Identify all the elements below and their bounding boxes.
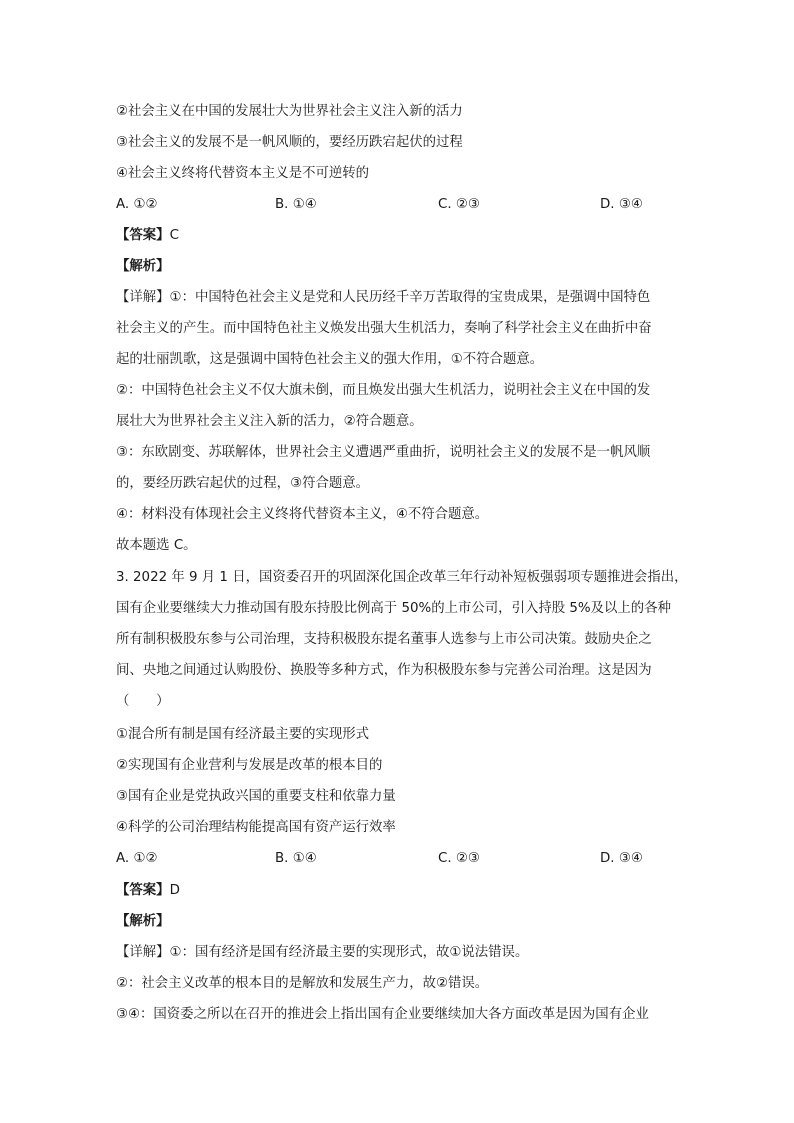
answer-line	[116, 227, 179, 245]
detail-line: ③④：国资委之所以在召开的推进会上指出国有企业要继续加大各方面改革是因为国有企业	[116, 1007, 649, 1022]
detail-line: 展壮大为世界社会主义注入新的活力，②符合题意。	[116, 414, 423, 429]
statement-4: ④科学的公司治理结构能提高国有资产运行效率	[116, 820, 396, 835]
analysis-tag: 【解析】	[116, 259, 170, 274]
option-c: C. ②③	[438, 851, 480, 866]
option-b: B. ①④	[275, 197, 317, 212]
answer-tag: 【答案】	[116, 883, 170, 898]
detail-line: ④：材料没有体现社会主义终将代替资本主义，④不符合题意。	[116, 507, 489, 522]
option-b: B. ①④	[275, 851, 317, 866]
detail-line: 【详解】①：国有经济是国有经济最主要的实现形式，故①说法错误。	[116, 945, 529, 960]
analysis-tag: 【解析】	[116, 914, 170, 929]
question-stem-line: 所有制积极股东参与公司治理，支持积极股东提名董事人选参与上市公司决策。鼓励央企之	[116, 632, 652, 647]
statement-1: ①混合所有制是国有经济最主要的实现形式	[116, 727, 370, 742]
conclusion-line: 故本题选 C。	[116, 538, 197, 553]
question-blank: （ ）	[116, 694, 170, 709]
detail-line: ②：社会主义改革的根本目的是解放和发展生产力，故②错误。	[116, 976, 489, 991]
statement-4: ④社会主义终将代替资本主义是不可逆转的	[116, 166, 370, 181]
question-stem-line: 间、央地之间通过认购股份、换股等多种方式，作为积极股东参与完善公司治理。这是因为	[116, 663, 652, 678]
option-d: D. ③④	[600, 851, 643, 866]
detail-line: ③：东欧剧变、苏联解体，世界社会主义遭遇严重曲折，说明社会主义的发展不是一帆风顺	[116, 445, 651, 460]
statement-2: ②实现国有企业营利与发展是改革的根本目的	[116, 758, 383, 773]
statement-2: ②社会主义在中国的发展壮大为世界社会主义注入新的活力	[116, 104, 463, 119]
option-a: A. ①②	[116, 197, 158, 212]
answer-line	[116, 882, 180, 900]
detail-line: 【详解】①：中国特色社会主义是党和人民历经千辛万苦取得的宝贵成果，是强调中国特色	[116, 290, 651, 305]
option-c: C. ②③	[438, 197, 480, 212]
answer-value: D	[169, 883, 180, 898]
question-stem-line: 国有企业要继续大力推动国有股东持股比例高于 50%的上市公司，引入持股 5%及以上的各种	[116, 601, 671, 616]
statement-3: ③国有企业是党执政兴国的重要支柱和依靠力量	[116, 789, 396, 804]
question-stem-line: 3. 2022 年 9 月 1 日，国资委召开的巩固深化国企改革三年行动补短板强弱项专题推进会指出，	[116, 570, 688, 585]
option-d: D. ③④	[600, 197, 643, 212]
answer-tag: 【答案】	[116, 228, 170, 243]
option-a: A. ①②	[116, 851, 158, 866]
answer-value: C	[169, 228, 179, 243]
detail-line: 社会主义的产生。而中国特色社主义焕发出强大生机活力，奏响了科学社会主义在曲折中奋	[116, 321, 652, 336]
detail-line: 的，要经历跌宕起伏的过程，③符合题意。	[116, 476, 370, 491]
detail-line: ②：中国特色社会主义不仅大旗未倒，而且焕发出强大生机活力，说明社会主义在中国的发	[116, 383, 651, 398]
detail-line: 起的壮丽凯歌，这是强调中国特色社会主义的强大作用，①不符合题意。	[116, 352, 544, 367]
statement-3: ③社会主义的发展不是一帆风顺的，要经历跌宕起伏的过程	[116, 135, 463, 150]
